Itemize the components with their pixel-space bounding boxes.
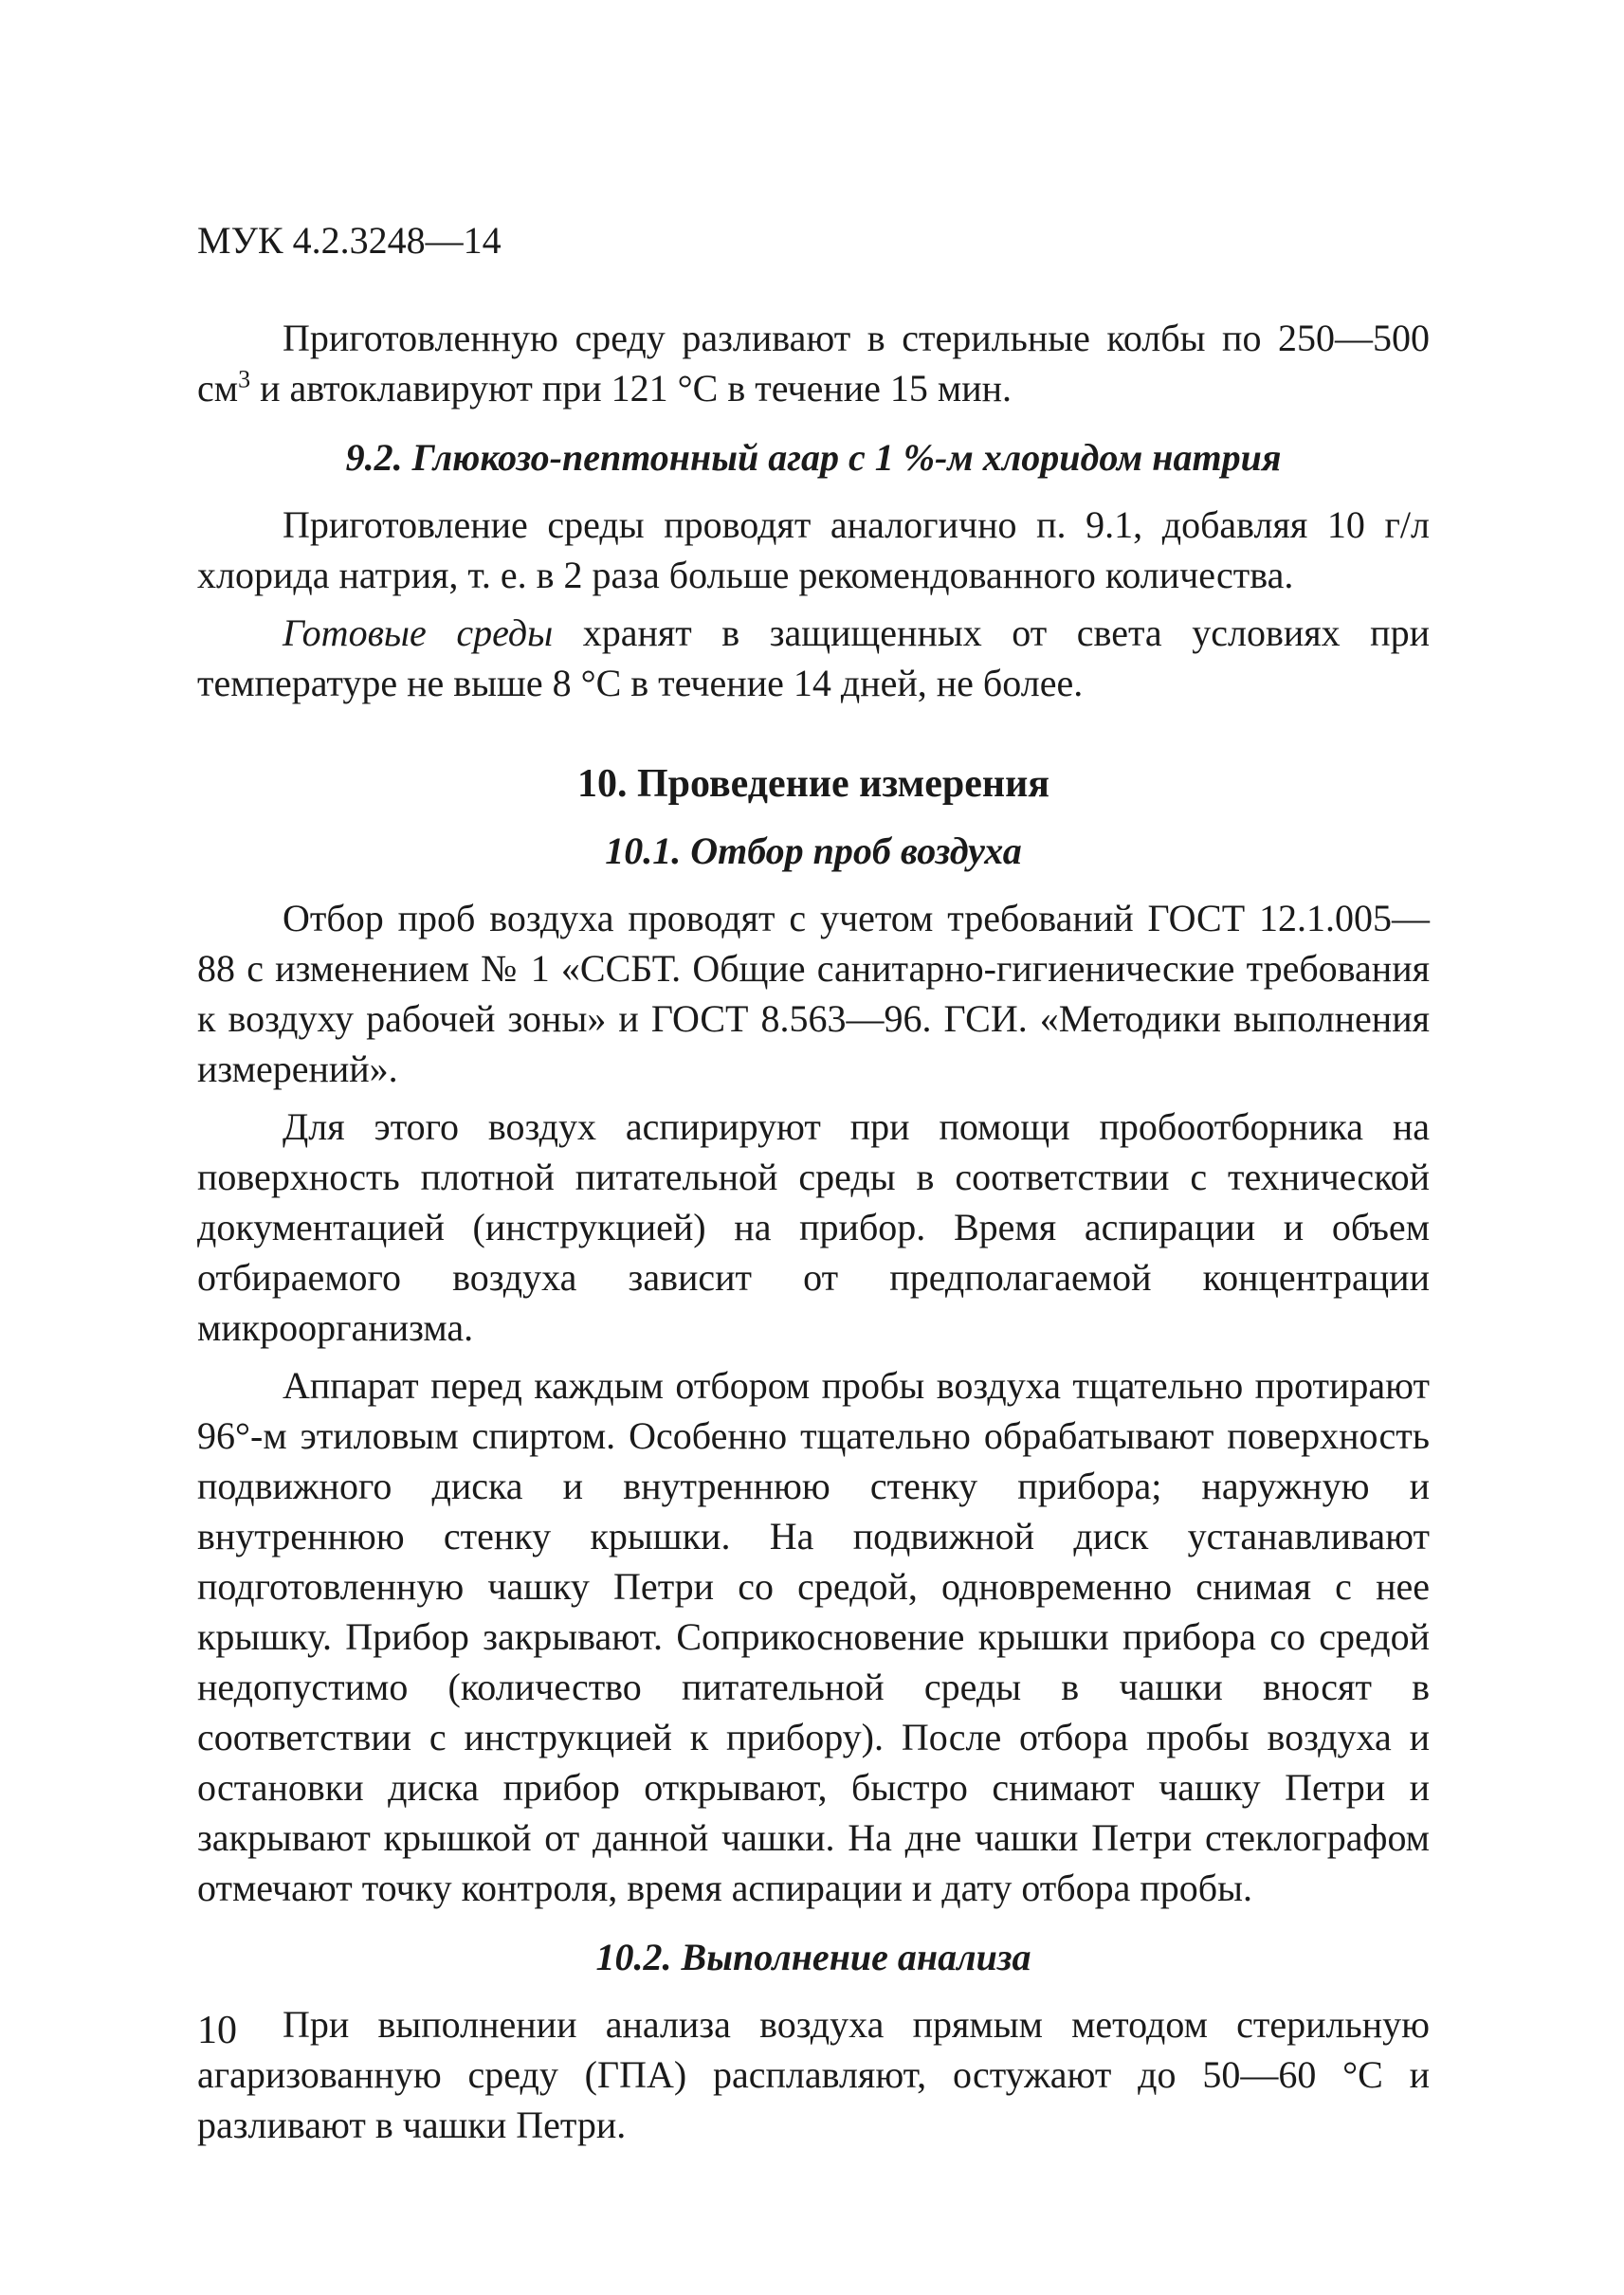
paragraph-9-2-1: Приготовление среды проводят аналогично п. 9.1, добавляя 10 г/л хлорида натрия, т. е. в 2 раза больше рекомендованного количества. xyxy=(197,503,1430,596)
section-title-10: 10. Проведение измерения xyxy=(576,762,1050,806)
intro-text: Приготовленную среду разливают в стерильные колбы по 250—500 см xyxy=(197,317,1430,410)
intro-text-end: и автоклавируют при 121 °С в течение 15 мин. xyxy=(250,367,1013,410)
subsection-title-9-2: 9.2. Глюкозо-пептонный агар с 1 %-м хлоридом натрия xyxy=(345,436,1282,479)
superscript-3: 3 xyxy=(238,365,251,393)
italic-term: Готовые среды xyxy=(283,611,554,654)
document-header: МУК 4.2.3248—14 xyxy=(197,219,502,262)
page-number: 10 xyxy=(197,2009,237,2052)
paragraph-10-1-3: Аппарат перед каждым отбором пробы воздуха тщательно протирают 96°-м этиловым спиртом. Особенно тщательно обрабатывают поверхность подвижного диска и внутреннюю стенку прибора; наружную и внутреннюю стенку крышки. На подвижной диск устанавливают подготовленную чашку Петри со средой, одновременно снимая с нее крышку. Прибор закрывают. Соприкосновение крышки прибора со средой недопустимо (количество питательной среды в чашки вносят в соответствии с инструкцией к прибору). После отбора пробы воздуха и остановки диска прибор открывают, быстро снимают чашку Петри и закрывают крышкой от данной чашки. На дне чашки Петри стеклографом отмечают точку контроля, время аспирации и дату отбора пробы. xyxy=(197,1364,1430,1909)
subsection-title-10-2: 10.2. Выполнение анализа xyxy=(595,1936,1031,1978)
paragraph-10-1-2: Для этого воздух аспирируют при помощи пробоотборника на поверхность плотной питательной среды в соответствии с технической документацией (инструкцией) на прибор. Время аспирации и объем отбираемого воздуха зависит от предполагаемой концентрации микроорганизма. xyxy=(197,1105,1430,1349)
paragraph-9-2-2 xyxy=(197,608,1430,708)
subsection-title-10-1: 10.1. Отбор проб воздуха xyxy=(605,829,1022,872)
paragraph-text: хранят в защищенных от света условиях при температуре не выше 8 °С в течение 14 дней, не более. xyxy=(197,611,1430,704)
page-body xyxy=(197,313,1430,2150)
intro-paragraph xyxy=(197,313,1430,413)
paragraph-10-1-1: Отбор проб воздуха проводят с учетом требований ГОСТ 12.1.005—88 с изменением № 1 «ССБТ. Общие санитарно-гигиенические требования к воздуху рабочей зоны» и ГОСТ 8.563—96. ГСИ. «Методики выполнения измерений». xyxy=(197,897,1430,1090)
paragraph-10-2-1: При выполнении анализа воздуха прямым методом стерильную агаризованную среду (ГПА) расплавляют, остужают до 50—60 °С и разливают в чашки Петри. xyxy=(197,2003,1430,2146)
